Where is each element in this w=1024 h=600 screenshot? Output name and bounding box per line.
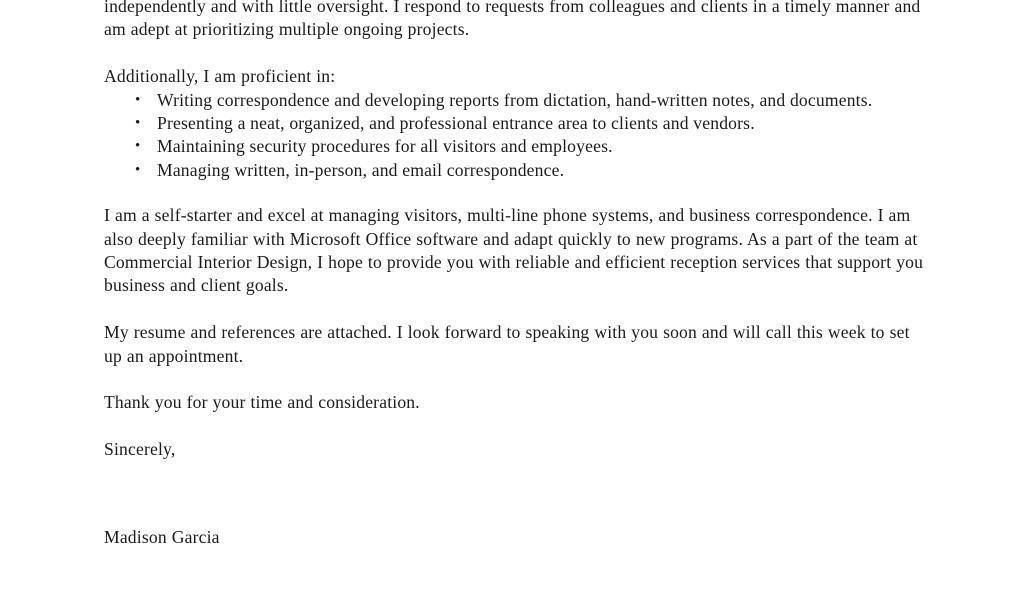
paragraph-resume-attached: My resume and references are attached. I look forward to speaking with you soon and will call this week to set up an appointment. xyxy=(104,322,910,366)
list-item xyxy=(104,135,924,158)
list-item-label: Presenting a neat, organized, and professional entrance area to clients and vendors. xyxy=(157,113,755,134)
paragraph-opening: independently and with little oversight. I respond to requests from colleagues and clients in a timely manner and am adept at prioritizing multiple ongoing projects. xyxy=(104,0,921,40)
skills-bullet-list xyxy=(104,89,924,183)
bullet-dot-icon: • xyxy=(135,138,141,155)
bullet-dot-icon: • xyxy=(135,161,141,178)
closing-salutation: Sincerely, xyxy=(104,439,176,460)
paragraph-proficient-intro: Additionally, I am proficient in: xyxy=(104,66,336,87)
bullet-dot-icon: • xyxy=(135,91,141,108)
paragraph-self-starter: I am a self-starter and excel at managing visitors, multi-line phone systems, and business correspondence. I am also deeply familiar with Microsoft Office software and adapt quickly to new programs. As a part of the team at Commercial Interior Design, I hope to provide you with reliable and efficient reception services that support you business and client goals. xyxy=(104,205,924,296)
letter-body xyxy=(104,0,924,549)
list-item-label: Maintaining security procedures for all visitors and employees. xyxy=(157,136,613,157)
list-item-label: Managing written, in-person, and email correspondence. xyxy=(157,159,565,180)
list-item-label: Writing correspondence and developing reports from dictation, hand-written notes, and documents. xyxy=(157,89,873,110)
paragraph-thank-you: Thank you for your time and consideration. xyxy=(104,392,420,413)
bullet-dot-icon: • xyxy=(135,115,141,132)
signature-name: Madison Garcia xyxy=(104,526,220,547)
list-item xyxy=(104,112,924,135)
list-item xyxy=(104,159,924,182)
list-item xyxy=(104,89,924,112)
